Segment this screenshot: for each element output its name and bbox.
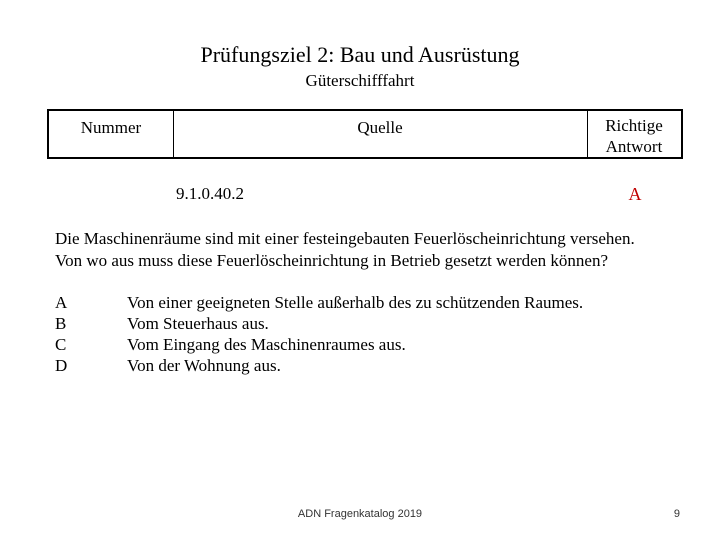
option-text: Vom Eingang des Maschinenraumes aus. <box>127 335 406 354</box>
column-header-answer-line1: Richtige <box>605 116 663 135</box>
page-subtitle: Güterschifffahrt <box>305 71 415 90</box>
column-header-quelle: Quelle <box>357 118 403 137</box>
column-header-nummer: Nummer <box>80 118 142 137</box>
page-title: Prüfungsziel 2: Bau und Ausrüstung <box>200 42 520 67</box>
option-letter: A <box>55 293 68 312</box>
question-text <box>55 228 705 272</box>
option-c <box>55 334 705 355</box>
table-header <box>47 109 683 159</box>
option-letter: B <box>55 314 67 333</box>
answer-options <box>55 292 705 376</box>
question-line-2: Von wo aus muss diese Feuerlöscheinrichtung in Betrieb gesetzt werden können? <box>55 251 608 270</box>
option-a <box>55 292 705 313</box>
option-text: Von der Wohnung aus. <box>127 356 281 375</box>
question-line-1: Die Maschinenräume sind mit einer festeingebauten Feuerlöscheinrichtung versehen. <box>55 229 635 248</box>
page-number: 9 <box>673 508 680 520</box>
question-code: 9.1.0.40.2 <box>176 184 244 203</box>
correct-answer: A <box>628 184 642 204</box>
option-letter: D <box>55 356 68 375</box>
footer-source: ADN Fragenkatalog 2019 <box>297 508 423 520</box>
option-letter: C <box>55 335 67 354</box>
option-d <box>55 355 705 376</box>
option-text: Von einer geeigneten Stelle außerhalb des zu schützenden Raumes. <box>127 293 584 312</box>
column-header-answer-line2: Antwort <box>605 137 663 156</box>
column-header-answer <box>587 115 681 157</box>
option-b <box>55 313 705 334</box>
option-text: Vom Steuerhaus aus. <box>127 314 269 333</box>
